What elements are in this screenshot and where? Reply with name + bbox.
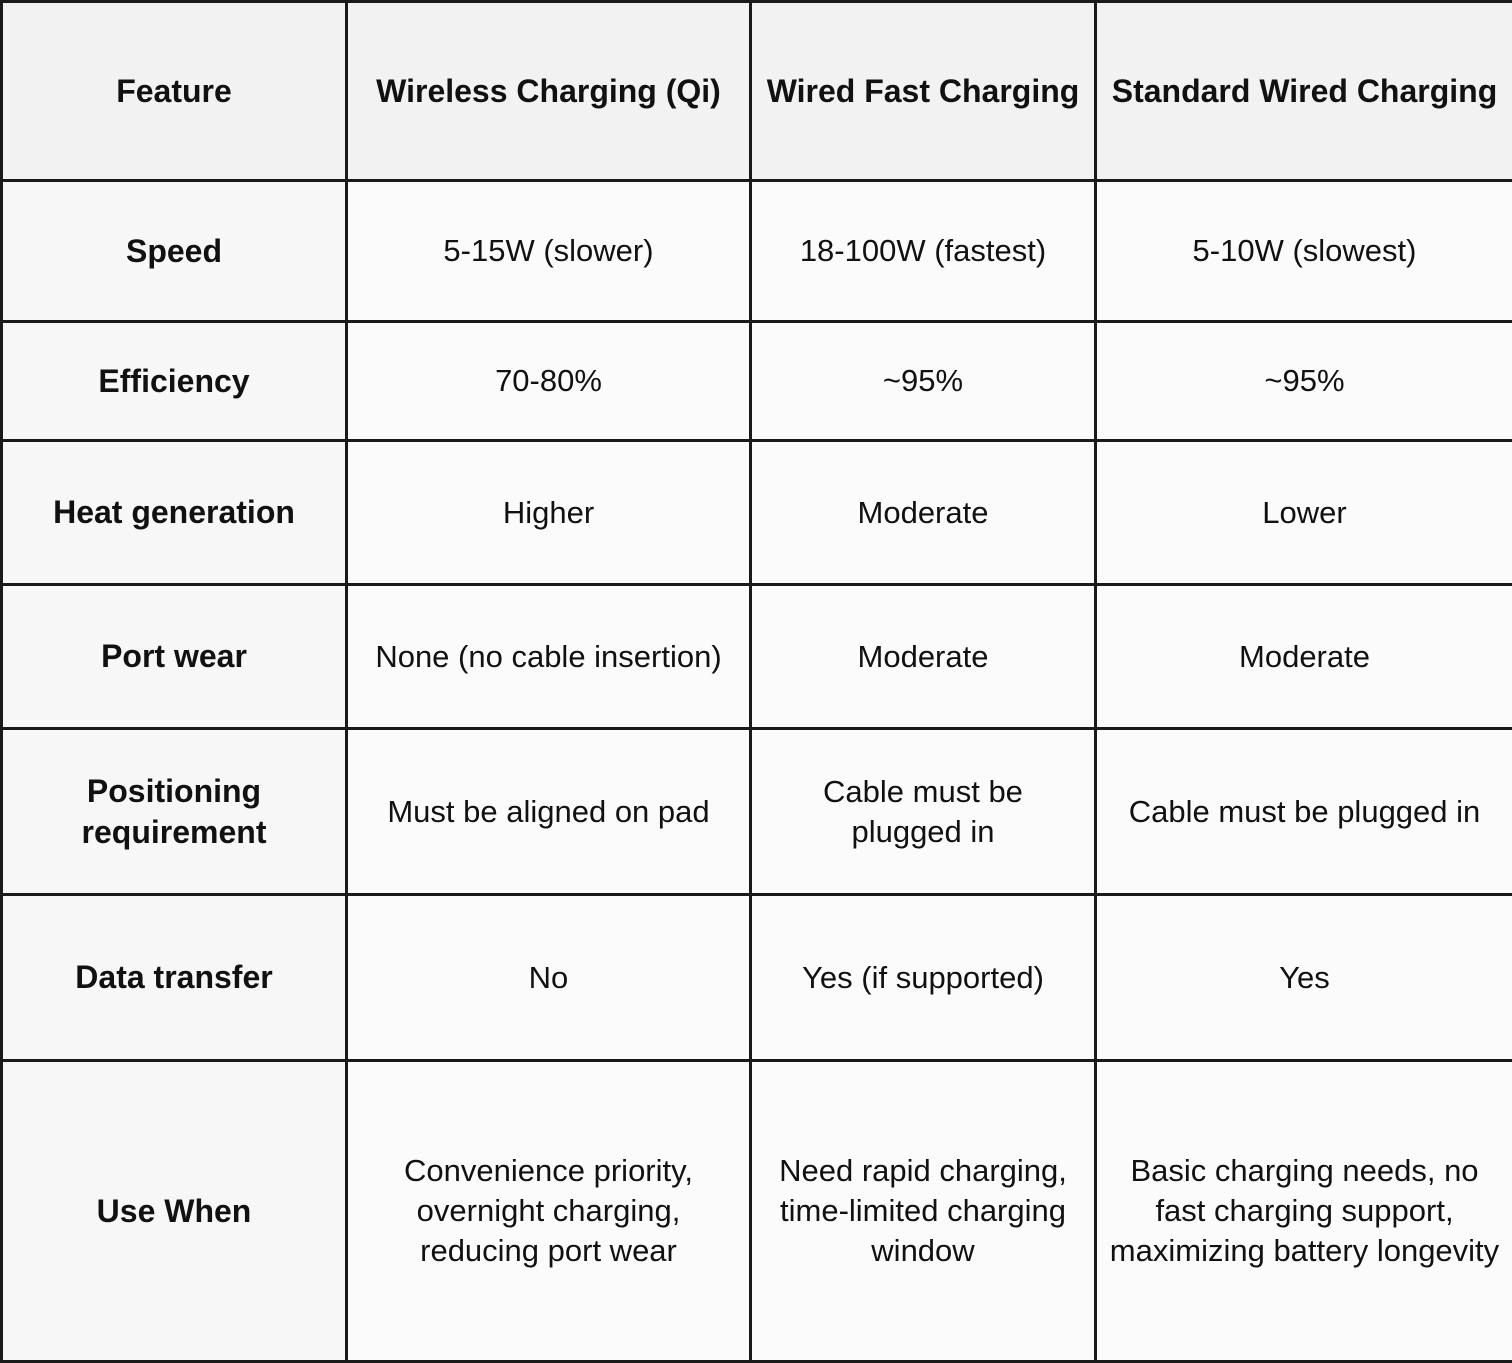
cell-efficiency-standard: ~95% (1096, 322, 1512, 441)
table-header (2, 2, 1512, 181)
cell-efficiency-fast: ~95% (751, 322, 1096, 441)
cell-data-transfer-standard: Yes (1096, 895, 1512, 1061)
cell-speed-fast: 18-100W (fastest) (751, 181, 1096, 322)
cell-data-transfer-wireless: No (347, 895, 751, 1061)
row-header-use-when: Use When (2, 1061, 347, 1362)
table-row (2, 1061, 1512, 1362)
header-row (2, 2, 1512, 181)
table-row (2, 729, 1512, 895)
table-row (2, 181, 1512, 322)
column-header-feature: Feature (2, 2, 347, 181)
row-header-positioning-requirement: Positioning requirement (2, 729, 347, 895)
cell-data-transfer-fast: Yes (if supported) (751, 895, 1096, 1061)
row-header-speed: Speed (2, 181, 347, 322)
column-header-wired-fast-charging: Wired Fast Charging (751, 2, 1096, 181)
cell-positioning-standard: Cable must be plugged in (1096, 729, 1512, 895)
cell-positioning-fast: Cable must be plugged in (751, 729, 1096, 895)
row-header-efficiency: Efficiency (2, 322, 347, 441)
table-row (2, 441, 1512, 585)
cell-heat-standard: Lower (1096, 441, 1512, 585)
cell-port-wear-wireless: None (no cable insertion) (347, 585, 751, 729)
table-body (2, 181, 1512, 1362)
cell-speed-wireless: 5-15W (slower) (347, 181, 751, 322)
cell-heat-fast: Moderate (751, 441, 1096, 585)
cell-positioning-wireless: Must be aligned on pad (347, 729, 751, 895)
cell-speed-standard: 5-10W (slowest) (1096, 181, 1512, 322)
table-row (2, 585, 1512, 729)
row-header-data-transfer: Data transfer (2, 895, 347, 1061)
cell-use-when-wireless: Convenience priority, overnight charging, reducing port wear (347, 1061, 751, 1362)
column-header-standard-wired-charging: Standard Wired Charging (1096, 2, 1512, 181)
cell-use-when-fast: Need rapid charging, time-limited charging window (751, 1061, 1096, 1362)
cell-efficiency-wireless: 70-80% (347, 322, 751, 441)
table-row (2, 895, 1512, 1061)
cell-port-wear-fast: Moderate (751, 585, 1096, 729)
row-header-heat-generation: Heat generation (2, 441, 347, 585)
cell-heat-wireless: Higher (347, 441, 751, 585)
cell-port-wear-standard: Moderate (1096, 585, 1512, 729)
cell-use-when-standard: Basic charging needs, no fast charging support, maximizing battery longevity (1096, 1061, 1512, 1362)
table-row (2, 322, 1512, 441)
column-header-wireless-charging: Wireless Charging (Qi) (347, 2, 751, 181)
row-header-port-wear: Port wear (2, 585, 347, 729)
